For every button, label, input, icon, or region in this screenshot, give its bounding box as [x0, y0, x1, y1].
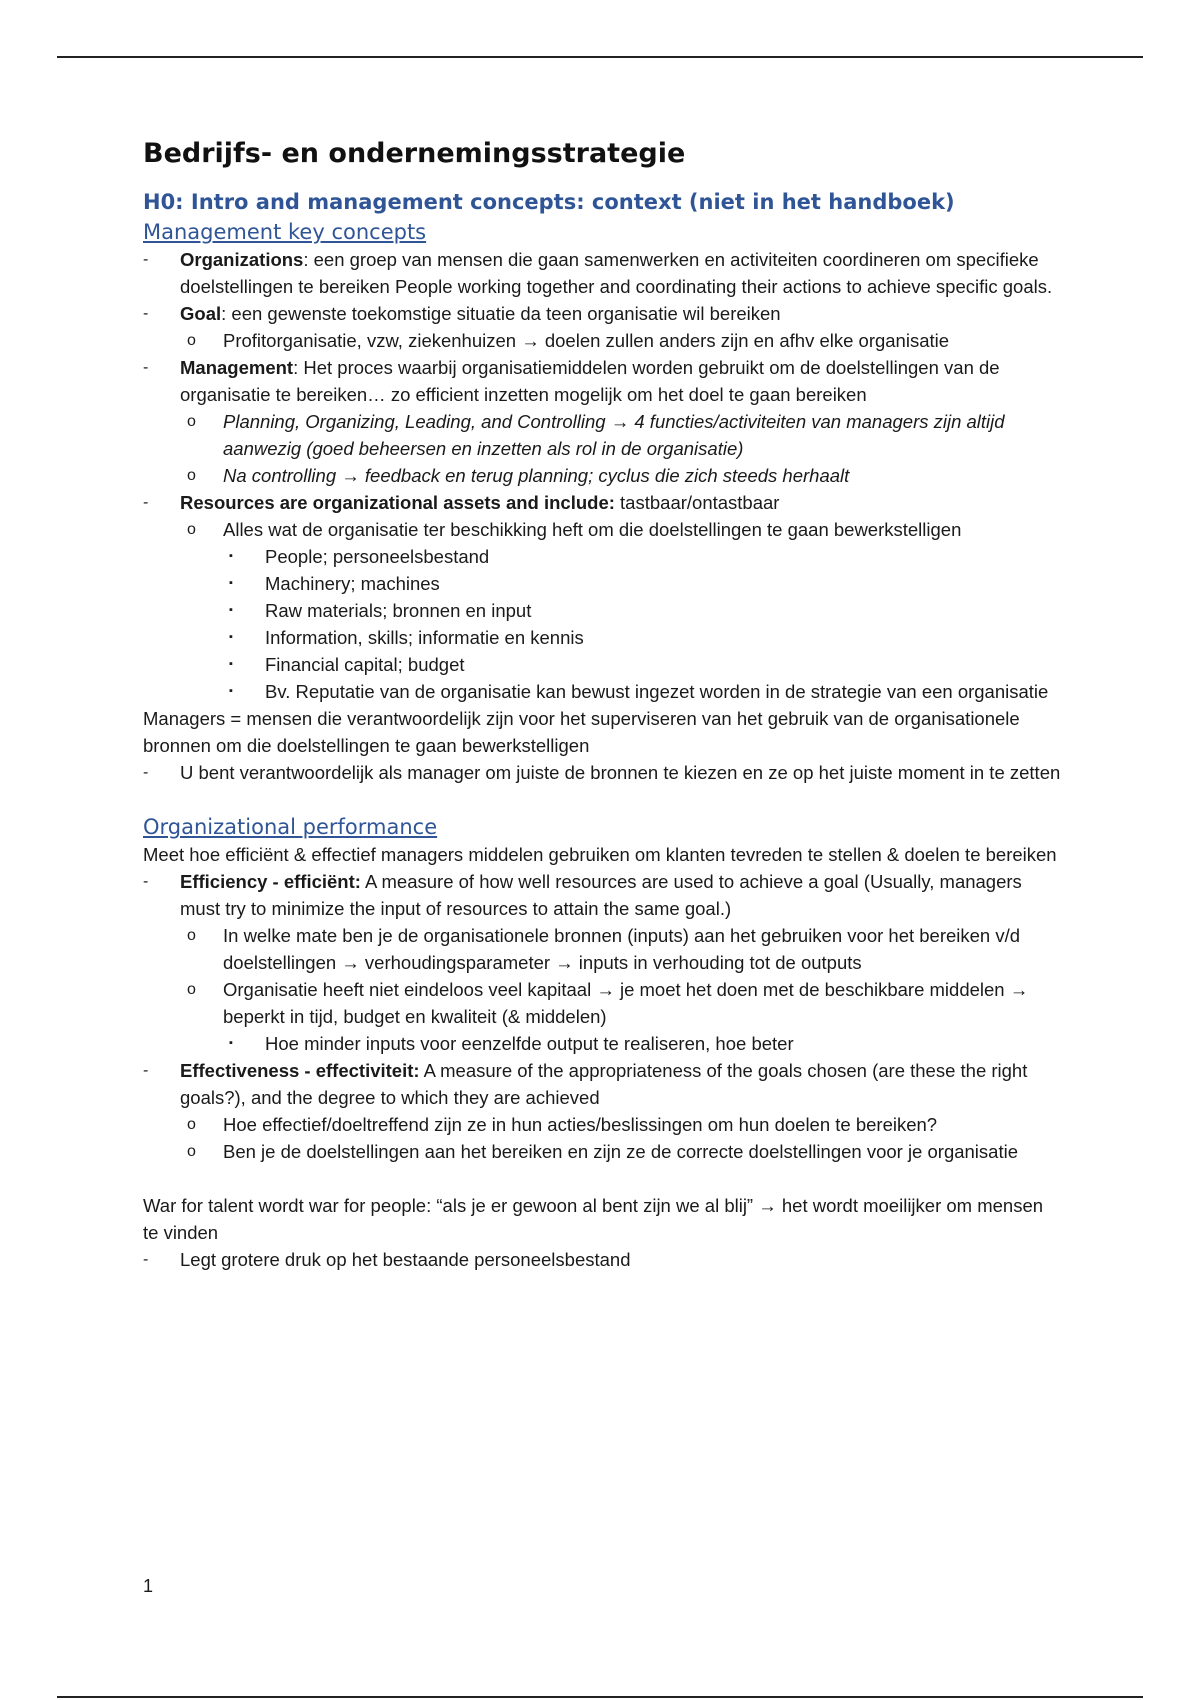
dash-marker: - [143, 494, 149, 512]
circle-marker: o [187, 1116, 196, 1134]
list-item-effectiveness: - Effectiveness - effectiviteit: A measure of the appropriateness of the goals chosen (are these the right goals?), and the degree to which they are achieved [143, 1057, 1063, 1111]
section-heading-key-concepts: Management key concepts [143, 220, 427, 245]
document-title: Bedrijfs- en ondernemingsstrategie [143, 138, 686, 169]
square-bullet: ▪ [229, 658, 233, 671]
list-subsubitem: ▪ People; personeelsbestand [143, 543, 1063, 570]
list-item-goal: - Goal: een gewenste toekomstige situatie da teen organisatie wil bereiken [143, 300, 1063, 327]
list-subitem: o In welke mate ben je de organisationele bronnen (inputs) aan het gebruiken voor het bereiken v/d doelstellingen → verhoudingsparameter → inputs in verhouding tot de outputs [143, 922, 1063, 976]
dash-marker: - [143, 305, 149, 323]
paragraph-performance-intro: Meet hoe efficiënt & effectief managers middelen gebruiken om klanten tevreden te stellen & doelen te bereiken [143, 844, 1057, 866]
dash-marker: - [143, 873, 149, 891]
circle-marker: o [187, 521, 196, 539]
list-subitem: o Planning, Organizing, Leading, and Controlling → 4 functies/activiteiten van managers zijn altijd aanwezig (goed beheersen en inzetten als rol in de organisatie) [143, 408, 1063, 462]
list-item: - Legt grotere druk op het bestaande personeelsbestand [143, 1246, 1063, 1273]
dash-marker: - [143, 1251, 149, 1269]
section-heading-performance: Organizational performance [143, 815, 438, 840]
list-subitem: o Hoe effectief/doeltreffend zijn ze in hun acties/beslissingen om hun doelen te bereiken? [143, 1111, 1063, 1138]
circle-marker: o [187, 467, 196, 485]
list-subitem: o Ben je de doelstellingen aan het bereiken en zijn ze de correcte doelstellingen voor je organisatie [143, 1138, 1063, 1165]
dash-marker: - [143, 251, 149, 269]
list-subsubitem: ▪ Machinery; machines [143, 570, 1063, 597]
list-item-management: - Management: Het proces waarbij organisatiemiddelen worden gebruikt om de doelstellingen van de organisatie te bereiken… zo efficient inzetten mogelijk om het doel te gaan bereiken [143, 354, 1063, 408]
circle-marker: o [187, 981, 196, 999]
list-item: - U bent verantwoordelijk als manager om juiste de bronnen te kiezen en ze op het juiste moment in te zetten [143, 759, 1063, 786]
list-subsubitem: ▪ Financial capital; budget [143, 651, 1063, 678]
square-bullet: ▪ [229, 550, 233, 563]
circle-marker: o [187, 413, 196, 431]
paragraph-war-for-talent: War for talent wordt war for people: “als je er gewoon al bent zijn we al blij” → het wordt moeilijker om mensen te vinden [143, 1195, 1044, 1244]
dash-marker: - [143, 764, 149, 782]
circle-marker: o [187, 927, 196, 945]
list-subsubitem: ▪ Information, skills; informatie en kennis [143, 624, 1063, 651]
footer-rule [57, 1696, 1143, 1698]
list-item-resources: - Resources are organizational assets and include: tastbaar/ontastbaar [143, 489, 1063, 516]
list-subsubitem: ▪ Bv. Reputatie van de organisatie kan bewust ingezet worden in de strategie van een organisatie [143, 678, 1063, 705]
document-page [143, 138, 1063, 1273]
paragraph-managers: Managers = mensen die verantwoordelijk zijn voor het superviseren van het gebruik van de organisationele bronnen om die doelstellingen te gaan bewerkstelligen [143, 708, 1020, 757]
square-bullet: ▪ [229, 685, 233, 698]
list-item-organizations: - Organizations: een groep van mensen die gaan samenwerken en activiteiten coordineren om specifieke doelstellingen te bereiken People working together and coordinating their actions to achieve specific goals. [143, 246, 1063, 300]
list-subitem: o Profitorganisatie, vzw, ziekenhuizen → doelen zullen anders zijn en afhv elke organisatie [143, 327, 1063, 354]
circle-marker: o [187, 1143, 196, 1161]
square-bullet: ▪ [229, 631, 233, 644]
page-number: 1 [143, 1576, 154, 1596]
list-subsubitem: ▪ Hoe minder inputs voor eenzelfde output te realiseren, hoe beter [143, 1030, 1063, 1057]
dash-marker: - [143, 1062, 149, 1080]
list-subitem: o Na controlling → feedback en terug planning; cyclus die zich steeds herhaalt [143, 462, 1063, 489]
list-item-efficiency: - Efficiency - efficiënt: A measure of how well resources are used to achieve a goal (Usually, managers must try to minimize the input of resources to attain the same goal.) [143, 868, 1063, 922]
square-bullet: ▪ [229, 604, 233, 617]
square-bullet: ▪ [229, 577, 233, 590]
square-bullet: ▪ [229, 1037, 233, 1050]
circle-marker: o [187, 332, 196, 350]
dash-marker: - [143, 359, 149, 377]
list-subsubitem: ▪ Raw materials; bronnen en input [143, 597, 1063, 624]
header-rule [57, 56, 1143, 58]
chapter-heading: H0: Intro and management concepts: context (niet in het handboek) [143, 190, 955, 215]
list-subitem: o Alles wat de organisatie ter beschikking heft om die doelstellingen te gaan bewerkstelligen [143, 516, 1063, 543]
list-subitem: o Organisatie heeft niet eindeloos veel kapitaal → je moet het doen met de beschikbare middelen → beperkt in tijd, budget en kwaliteit (& middelen) [143, 976, 1063, 1030]
